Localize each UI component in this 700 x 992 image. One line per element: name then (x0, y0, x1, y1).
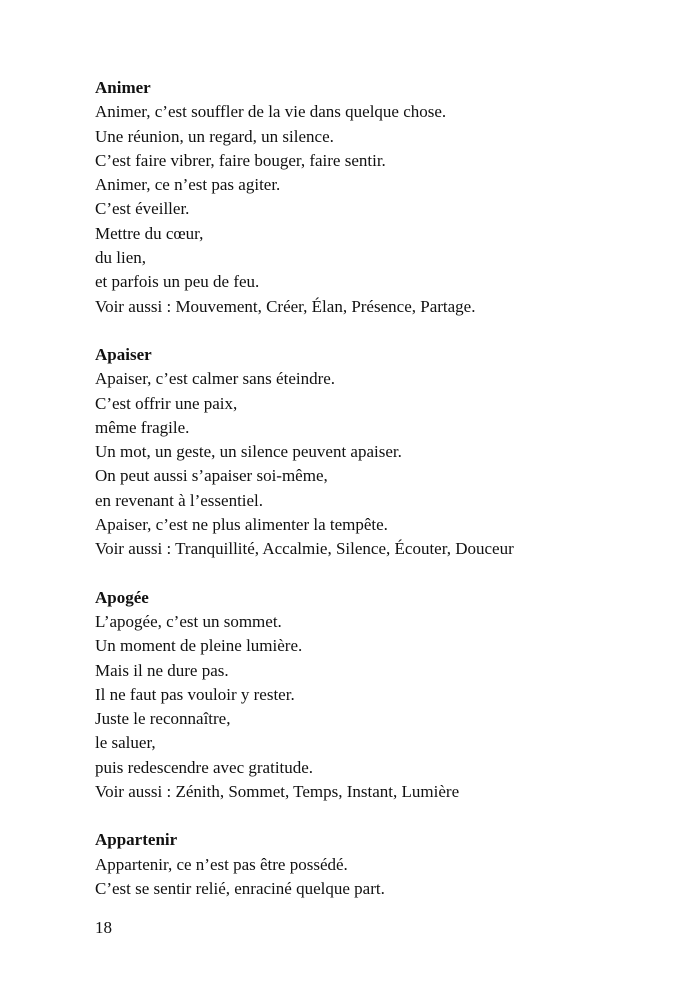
entry-line: Apaiser, c’est calmer sans éteindre. (95, 369, 336, 389)
see-also-line: Voir aussi : Zénith, Sommet, Temps, Instant, Lumière (95, 782, 460, 802)
entry-line: C’est se sentir relié, enraciné quelque part. (95, 878, 385, 898)
page-content (95, 76, 675, 925)
entry-line: et parfois un peu de feu. (95, 272, 260, 292)
entry-line: C’est faire vibrer, faire bouger, faire sentir. (95, 150, 386, 170)
entry-line: du lien, (95, 248, 146, 268)
entry-apogee (95, 586, 675, 805)
entry-line: Animer, c’est souffler de la vie dans quelque chose. (95, 102, 447, 122)
see-also-line: Voir aussi : Tranquillité, Accalmie, Silence, Écouter, Douceur (95, 539, 514, 559)
entry-appartenir (95, 828, 675, 901)
entry-line: L’apogée, c’est un sommet. (95, 611, 282, 631)
entry-line: en revenant à l’essentiel. (95, 490, 264, 510)
entry-line: puis redescendre avec gratitude. (95, 757, 314, 777)
entry-line: Un moment de pleine lumière. (95, 636, 303, 656)
page-number: 18 (95, 918, 112, 937)
entry-line: Mettre du cœur, (95, 223, 204, 243)
entry-animer (95, 76, 675, 319)
entry-line: Animer, ce n’est pas agiter. (95, 175, 281, 195)
entry-apaiser (95, 343, 675, 562)
see-also-line: Voir aussi : Mouvement, Créer, Élan, Présence, Partage. (95, 296, 476, 316)
entry-term: Apaiser (95, 344, 152, 364)
entry-line: même fragile. (95, 417, 190, 437)
entry-line: le saluer, (95, 733, 156, 753)
entry-term: Appartenir (95, 830, 178, 850)
entry-line: Mais il ne dure pas. (95, 660, 229, 680)
entry-line: Apaiser, c’est ne plus alimenter la tempête. (95, 515, 388, 535)
entry-line: Une réunion, un regard, un silence. (95, 126, 334, 146)
entry-line: Il ne faut pas vouloir y rester. (95, 684, 295, 704)
entry-line: Un mot, un geste, un silence peuvent apaiser. (95, 442, 402, 462)
entry-line: Juste le reconnaître, (95, 709, 231, 729)
entry-line: C’est éveiller. (95, 199, 190, 219)
entry-term: Apogée (95, 587, 149, 607)
entry-term: Animer (95, 78, 151, 97)
entry-line: Appartenir, ce n’est pas être possédé. (95, 854, 348, 874)
entry-line: C’est offrir une paix, (95, 393, 238, 413)
entry-line: On peut aussi s’apaiser soi-même, (95, 466, 328, 486)
